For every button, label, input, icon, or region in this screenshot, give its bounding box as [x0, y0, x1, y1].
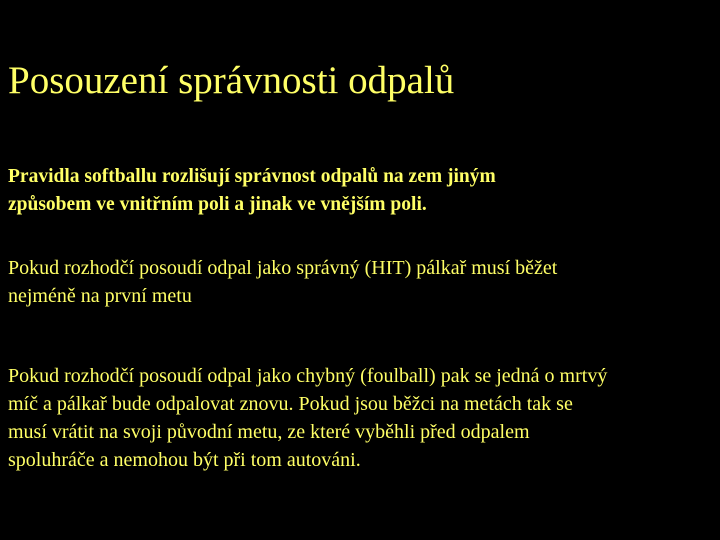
- paragraph-line: nejméně na první metu: [8, 285, 192, 307]
- paragraph-line: Pokud rozhodčí posoudí odpal jako chybný (foulball) pak se jedná o mrtvý: [8, 365, 608, 387]
- paragraph-line: spoluhráče a nemohou být při tom autováni.: [8, 449, 361, 471]
- paragraph-line: způsobem ve vnitřním poli a jinak ve vnějším poli.: [8, 194, 427, 215]
- paragraph-hit: [8, 254, 708, 310]
- paragraph-line: musí vrátit na svoji původní metu, ze které vyběhli před odpalem: [8, 421, 530, 443]
- paragraph-line: míč a pálkař bude odpalovat znovu. Pokud jsou běžci na metách tak se: [8, 393, 573, 415]
- paragraph-foulball: [8, 362, 720, 474]
- paragraph-line: Pravidla softballu rozlišují správnost odpalů na zem jiným: [8, 166, 496, 187]
- paragraph-line: Pokud rozhodčí posoudí odpal jako správný (HIT) pálkař musí běžet: [8, 257, 558, 279]
- slide-title: Posouzení správnosti odpalů: [8, 59, 455, 102]
- paragraph-rules: [8, 163, 708, 219]
